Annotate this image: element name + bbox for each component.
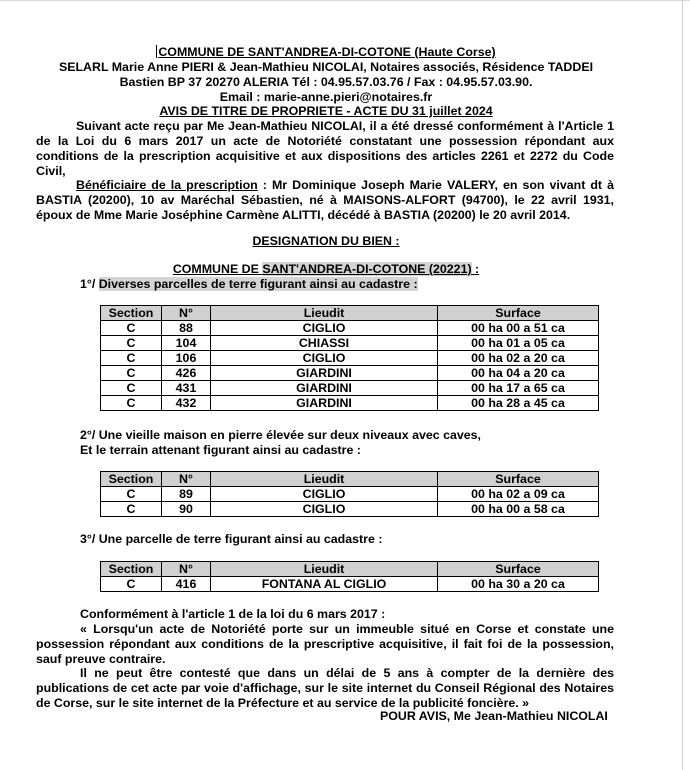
header-numero: N° xyxy=(162,306,211,321)
header-section: Section xyxy=(101,306,162,321)
table-row xyxy=(101,321,599,336)
cell-numero: 89 xyxy=(162,487,211,502)
lot3-label: 3°/ Une parcelle de terre figurant ainsi au cadastre : xyxy=(80,532,383,546)
header-section: Section xyxy=(101,562,162,577)
notaries-line: SELARL Marie Anne PIERI & Jean-Mathieu NICOLAI, Notaires associés, Résidence TADDEI xyxy=(58,60,594,74)
header-surface: Surface xyxy=(438,306,599,321)
cell-surface: 00 ha 00 a 51 ca xyxy=(438,321,599,336)
lot3-table xyxy=(100,561,599,592)
lot1-table xyxy=(100,305,599,411)
cell-section: C xyxy=(101,487,162,502)
header-numero: N° xyxy=(162,562,211,577)
cell-surface: 00 ha 02 a 20 ca xyxy=(438,351,599,366)
lot2-line1: 2°/ Une vieille maison en pierre élevée sur deux niveaux avec caves, xyxy=(80,428,481,442)
header-lieudit: Lieudit xyxy=(211,472,438,487)
cell-numero: 90 xyxy=(162,502,211,517)
cell-section: C xyxy=(101,366,162,381)
commune-prefix: COMMUNE DE xyxy=(172,262,263,276)
cell-section: C xyxy=(101,351,162,366)
email-line: Email : marie-anne.pieri@notaires.fr xyxy=(219,90,433,104)
conform-line: Conformément à l'article 1 de la loi du 6 mars 2017 : xyxy=(80,607,386,621)
contest-paragraph: Il ne peut être contesté que dans un délai de 5 ans à compter de la dernière des publications de cet acte par voie d'affichage, sur le site internet du Conseil Régional des Notaires de Corse, sur le site internet de la Préfecture et au service de la publicité foncière. » xyxy=(36,666,614,710)
table-row xyxy=(101,366,599,381)
table-row xyxy=(101,396,599,411)
top-border xyxy=(0,0,690,1)
quote-paragraph: « Lorsqu'un acte de Notoriété porte sur un immeuble situé en Corse et constate une possession répondant aux conditions de la prescriptive acquisitive, il fait foi de la possession, sauf preuve contraire. xyxy=(36,622,614,666)
beneficiary-paragraph xyxy=(36,178,614,223)
header-section: Section xyxy=(101,472,162,487)
intro-paragraph: Suivant acte reçu par Me Jean-Mathieu NICOLAI, il a été dressé conformément à l'Article 1 de la Loi du 6 mars 2017 un acte de Notoriété constatant une possession répondant aux conditions de la prescription acquisitive et aux dispositions des articles 2261 et 2272 du Code Civil, xyxy=(36,119,614,178)
cell-numero: 106 xyxy=(162,351,211,366)
cell-numero: 104 xyxy=(162,336,211,351)
table-row xyxy=(101,351,599,366)
cell-section: C xyxy=(101,396,162,411)
table-header-row xyxy=(101,306,599,321)
cell-numero: 432 xyxy=(162,396,211,411)
cell-surface: 00 ha 17 a 65 ca xyxy=(438,381,599,396)
cell-lieudit: GIARDINI xyxy=(211,381,438,396)
commune-name: SANT'ANDREA-DI-COTONE (20221) xyxy=(262,262,472,276)
lot2-line2: Et le terrain attenant figurant ainsi au cadastre : xyxy=(80,443,361,457)
table-row xyxy=(101,487,599,502)
cell-lieudit: CHIASSI xyxy=(211,336,438,351)
cell-lieudit: FONTANA AL CIGLIO xyxy=(211,577,438,592)
cell-lieudit: CIGLIO xyxy=(211,351,438,366)
cell-lieudit: CIGLIO xyxy=(211,502,438,517)
beneficiary-text: : Mr Dominique Joseph Marie VALERY, en son vivant dt à BASTIA (20200), 10 av Maréchal Sébastien, né à MAISONS-ALFORT (94700), le 22 avril 1931, époux de Mme Marie Joséphine Carmène ALITTI, décédé à BASTIA (20200) le 20 avril 2014. xyxy=(36,178,614,222)
cell-lieudit: CIGLIO xyxy=(211,321,438,336)
header-numero: N° xyxy=(162,472,211,487)
cell-section: C xyxy=(101,321,162,336)
header-surface: Surface xyxy=(438,472,599,487)
table-header-row xyxy=(101,562,599,577)
cell-surface: 00 ha 30 a 20 ca xyxy=(438,577,599,592)
cell-numero: 416 xyxy=(162,577,211,592)
designation-commune xyxy=(36,262,616,277)
beneficiary-label: Bénéficiaire de la prescription xyxy=(76,178,258,192)
table-row xyxy=(101,577,599,592)
cell-surface: 00 ha 01 a 05 ca xyxy=(438,336,599,351)
cell-section: C xyxy=(101,577,162,592)
lot1-label-text: Diverses parcelles de terre figurant ainsi au cadastre : xyxy=(98,277,418,291)
cell-section: C xyxy=(101,502,162,517)
table-row xyxy=(101,502,599,517)
header-lieudit: Lieudit xyxy=(211,306,438,321)
avis-title: AVIS DE TITRE DE PROPRIETE - ACTE DU 31 juillet 2024 xyxy=(159,104,493,118)
cell-surface: 00 ha 04 a 20 ca xyxy=(438,366,599,381)
designation-title: DESIGNATION DU BIEN : xyxy=(252,234,400,248)
lot2-table xyxy=(100,471,599,517)
cell-surface: 00 ha 00 a 58 ca xyxy=(438,502,599,517)
commune-line: COMMUNE DE SANT'ANDREA-DI-COTONE (Haute Corse) xyxy=(158,45,496,59)
commune-suffix: : xyxy=(471,262,480,276)
header-lieudit: Lieudit xyxy=(211,562,438,577)
right-border xyxy=(682,0,683,770)
cell-numero: 88 xyxy=(162,321,211,336)
address-line: Bastien BP 37 20270 ALERIA Tél : 04.95.57.03.76 / Fax : 04.95.57.03.90. xyxy=(119,75,533,89)
table-row xyxy=(101,336,599,351)
commune-header xyxy=(36,45,616,60)
table-row xyxy=(101,381,599,396)
cell-surface: 00 ha 28 a 45 ca xyxy=(438,396,599,411)
header-surface: Surface xyxy=(438,562,599,577)
cell-numero: 426 xyxy=(162,366,211,381)
cell-lieudit: GIARDINI xyxy=(211,396,438,411)
table-header-row xyxy=(101,472,599,487)
cell-surface: 00 ha 02 a 09 ca xyxy=(438,487,599,502)
cell-lieudit: CIGLIO xyxy=(211,487,438,502)
signature: POUR AVIS, Me Jean-Mathieu NICOLAI xyxy=(380,709,608,723)
cell-numero: 431 xyxy=(162,381,211,396)
cell-lieudit: GIARDINI xyxy=(211,366,438,381)
lot1-label xyxy=(80,277,418,292)
cell-section: C xyxy=(101,336,162,351)
cell-section: C xyxy=(101,381,162,396)
lot1-prefix: 1°/ xyxy=(80,277,99,291)
